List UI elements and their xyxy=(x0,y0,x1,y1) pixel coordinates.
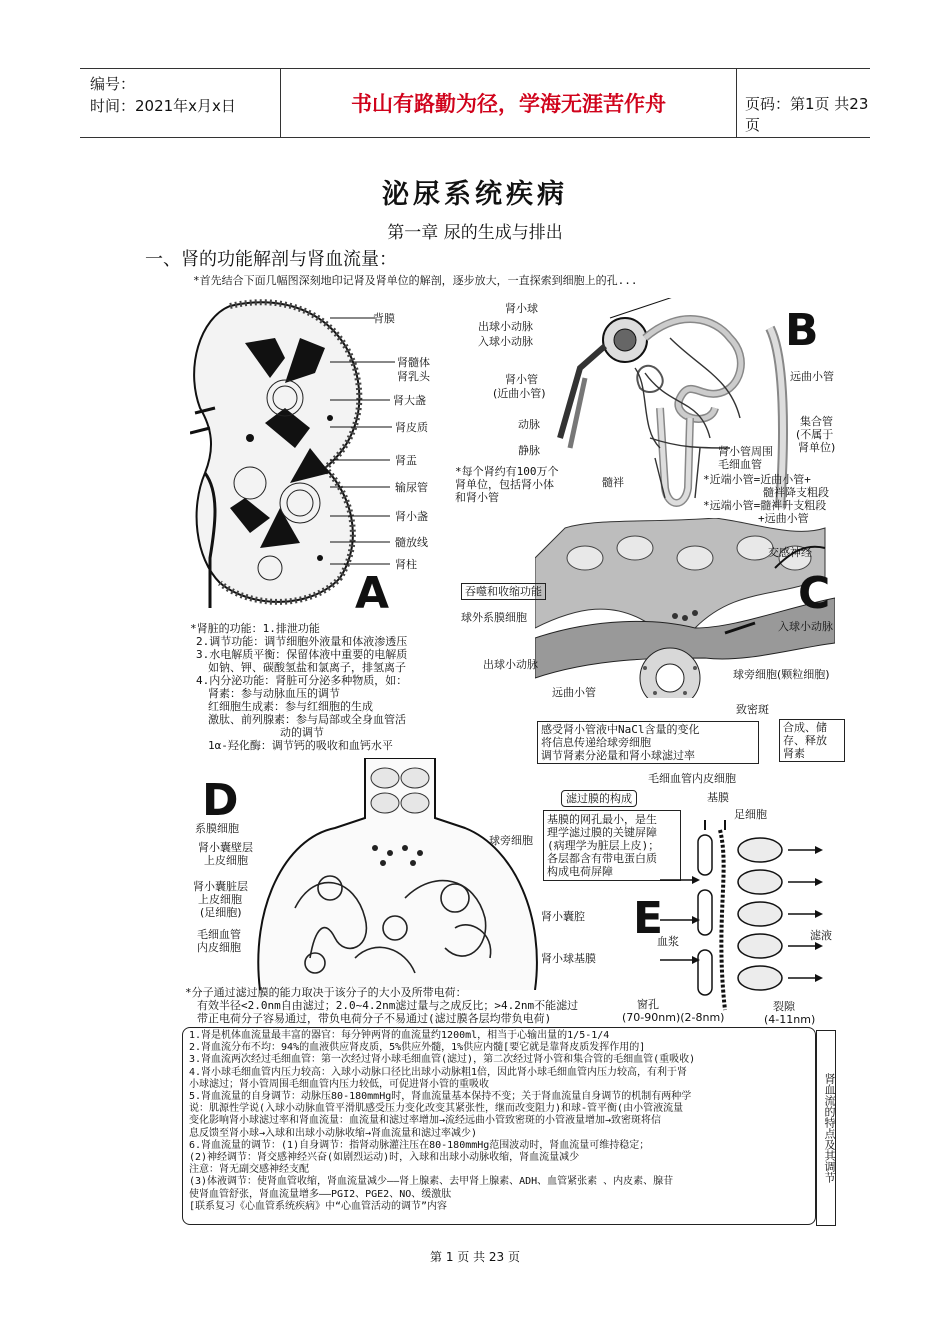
label-collecting-note1: (不属于 xyxy=(796,428,834,441)
label-suifangxian: 髓放线 xyxy=(395,536,428,549)
label-fenestra-size: (70-90nm)(2-8nm) xyxy=(622,1011,725,1024)
tubule-segments-note: *近端小管=近曲小管+ 髓袢降支粗段 *远端小管=髓袢升支粗段 +远曲小管 xyxy=(703,473,829,525)
kidney-function-notes: *肾脏的功能：1.排泄功能 2.调节功能：调节细胞外液量和体液渗透压 3.水电解质平衡：保留体液中重要的电解质 如钠、钾、碳酸氢盐和氯离子，排氢离子 4.内分泌功能：肾脏可分泌多种物质，如： 肾素：参与动脉血压的调节 红细胞生成素：参与红细胞的生成 激肽、前列腺素：参与局部或全身血管活 动的调节 1α-羟化酶：调节钙的吸收和血钙水平 xyxy=(190,622,408,752)
label-shenpizhi: 肾皮质 xyxy=(395,421,428,434)
label-juxtaglomerular-cell: 球旁细胞(颗粒细胞) xyxy=(733,668,830,681)
label-juxtaglomerular-d: 球旁细胞 xyxy=(489,834,533,847)
label-endothelial-e: 毛细血管内皮细胞 xyxy=(648,772,736,785)
label-shuniaoguan: 输尿管 xyxy=(395,481,428,494)
figure-letter-c: C xyxy=(798,568,831,619)
label-parietal-cell: 上皮细胞 xyxy=(204,854,248,867)
label-shenyu: 肾盂 xyxy=(395,454,417,467)
page-title: 泌尿系统疾病 xyxy=(382,179,568,210)
section-heading: 一、肾的功能解剖与肾血流量： xyxy=(145,249,397,270)
figure-letter-e: E xyxy=(633,893,664,944)
label-shenzhu: 肾柱 xyxy=(395,558,417,571)
label-macula-densa: 致密斑 xyxy=(736,703,769,716)
intro-note: *首先结合下面几幅图深刻地印记肾及肾单位的解剖，逐步放大，一直探索到细胞上的孔... xyxy=(193,274,638,287)
label-beimo: 背膜 xyxy=(373,312,395,325)
page-info: 页码：第1页 共23页 xyxy=(745,95,869,134)
label-shenrutou: 肾乳头 xyxy=(397,370,430,383)
label-glomerulus: 肾小球 xyxy=(505,302,538,315)
label-collecting: 集合管 xyxy=(800,415,833,428)
label-capsular-space: 肾小囊腔 xyxy=(541,910,585,923)
blood-flow-summary: 1.肾是机体血流量最丰富的器官：每分钟两肾的血流量约1200ml，相当于心输出量的1/5-1/4 2.肾血流分布不均：94%的血液供应肾皮质，5%供应外髓，1%供应内髓[要它就是靠肾皮质发挥作用的] 3.肾血流两次经过毛细血管：第一次经过肾小球毛细血管(滤过)，第二次经过肾小管和集合管的毛细血管(重吸收) 4.肾小球毛细血管内压力较高：入球小动脉口径比出球小动脉粗1倍，因此肾小球毛细血管内压力较高，有利于肾 小球滤过；肾小管周围毛细血管内压力较低，可促进肾小管的重吸收 5.肾血流量的自身调节：动脉压80-180mmHg时，肾血流量基本保持不变；关于肾血流量自身调节的机制有两种学 说：肌源性学说(入球小动脉血管平滑肌感受压力变化改变其紧张性，继而改变阻力)和球-管平衡(由小管液流量 变化影响肾小球滤过率和肾血流量：血流量和滤过率增加→流经远曲小管致密斑的小管液量增加→致密斑将信 息反馈至肾小球→入球和出球小动脉收缩→肾血流量和滤过率减少) 6.肾血流量的调节：(1)自身调节：指肾动脉灌注压在80-180mmHg范围波动时，肾血流量可维持稳定； (2)神经调节：肾交感神经兴奋(如剧烈运动)时，入球和出球小动脉收缩，肾血流量减少 注意：肾无副交感神经支配 (3)体液调节：使肾血管收缩，肾血流量减少——肾上腺素、去甲肾上腺素、ADH、血管紧张素 、内皮素、腺苷 使肾血管舒张，肾血流量增多——PGI2、PGE2、NO、缓激肽 [联系复习《心血管系统疾病》中“心血管活动的调节”内容 xyxy=(182,1027,816,1225)
label-shensuiti: 肾髓体 xyxy=(397,356,430,369)
label-shenxiaozhan: 肾小盏 xyxy=(395,510,428,523)
page-header xyxy=(80,68,870,138)
label-endothelial: 内皮细胞 xyxy=(197,941,241,954)
label-proximal: (近曲小管) xyxy=(493,387,546,400)
label-collecting-note2: 肾单位) xyxy=(798,441,836,454)
label-slit: 裂隙 xyxy=(773,1000,795,1013)
label-gbm: 肾小球基膜 xyxy=(541,952,596,965)
label-fenestra: 窗孔 xyxy=(637,998,659,1011)
filtration-membrane-illustration xyxy=(650,820,830,1020)
label-shendazhan: 肾大盏 xyxy=(393,394,426,407)
label-parietal: 肾小囊壁层 xyxy=(198,841,253,854)
label-tubule: 肾小管 xyxy=(505,373,538,386)
label-podocyte-e: 足细胞 xyxy=(734,808,767,821)
label-loop: 髓袢 xyxy=(602,476,624,489)
label-mesangial: 系膜细胞 xyxy=(195,822,239,835)
label-filtrate: 滤液 xyxy=(810,929,832,942)
label-efferent-c: 出球小动脉 xyxy=(483,658,538,671)
label-afferent: 入球小动脉 xyxy=(478,335,533,348)
renin-box: 合成、储 存、释放 肾素 xyxy=(779,719,845,762)
chapter-title: 第一章 尿的生成与排出 xyxy=(387,223,563,243)
nephron-note: *每个肾约有100万个 肾单位，包括肾小体 和肾小管 xyxy=(455,465,559,504)
label-vein: 静脉 xyxy=(518,444,540,457)
figure-letter-b: B xyxy=(785,305,819,356)
label-podocyte: (足细胞) xyxy=(200,906,242,919)
label-visceral: 肾小囊脏层 xyxy=(193,880,248,893)
label-efferent: 出球小动脉 xyxy=(478,320,533,333)
label-phagocytic: 吞噬和收缩功能 xyxy=(461,583,546,600)
label-distal: 远曲小管 xyxy=(790,370,834,383)
label-afferent-c: 入球小动脉 xyxy=(778,620,833,633)
header-left xyxy=(90,73,236,117)
label-capillary-d: 毛细血管 xyxy=(197,928,241,941)
label-artery: 动脉 xyxy=(518,418,540,431)
summary-sidebar-label: 肾血流的特点及其调节 xyxy=(816,1030,836,1226)
number-label: 编号： xyxy=(90,75,136,93)
macula-densa-box: 感受肾小管液中NaCl含量的变化 将信息传递给球旁细胞 调节肾素分泌量和肾小球滤过率 xyxy=(537,721,759,764)
label-basement-e: 基膜 xyxy=(707,791,729,804)
label-visceral-cell: 上皮细胞 xyxy=(198,893,242,906)
label-mesangial-extra: 球外系膜细胞 xyxy=(461,611,527,624)
figure-a-leader-lines xyxy=(330,312,400,572)
label-slit-size: (4-11nm) xyxy=(764,1013,816,1026)
filtration-note: *分子通过滤过膜的能力取决于该分子的大小及所带电荷： 有效半径<2.0nm自由滤过；2.0~4.2nm滤过量与之成反比；>4.2nm不能滤过 带正电荷分子容易通过，带负电荷分子不易通过(滤过膜各层均带负电荷) xyxy=(185,986,579,1025)
renal-corpuscle-illustration xyxy=(255,758,540,990)
label-peritubular: 肾小管周围 xyxy=(718,445,773,458)
page-footer: 第 1 页 共 23 页 xyxy=(430,1250,520,1264)
header-motto: 书山有路勤为径，学海无涯苦作舟 xyxy=(280,69,737,137)
label-distal-c: 远曲小管 xyxy=(552,686,596,699)
filtration-box-title: 滤过膜的构成 xyxy=(561,790,637,807)
filtration-box: 基膜的网孔最小，是生 理学滤过膜的关键屏障 (病理学为脏层上皮)； 各层都含有带电蛋白质 构成电荷屏障 xyxy=(543,810,681,881)
date-label: 时间：2021年x月x日 xyxy=(90,97,236,115)
label-plasma: 血浆 xyxy=(657,935,679,948)
label-sympathetic: 交感神经 xyxy=(768,546,812,559)
label-capillary: 毛细血管 xyxy=(718,458,762,471)
figure-letter-a: A xyxy=(355,568,390,619)
figure-letter-d: D xyxy=(202,775,239,826)
